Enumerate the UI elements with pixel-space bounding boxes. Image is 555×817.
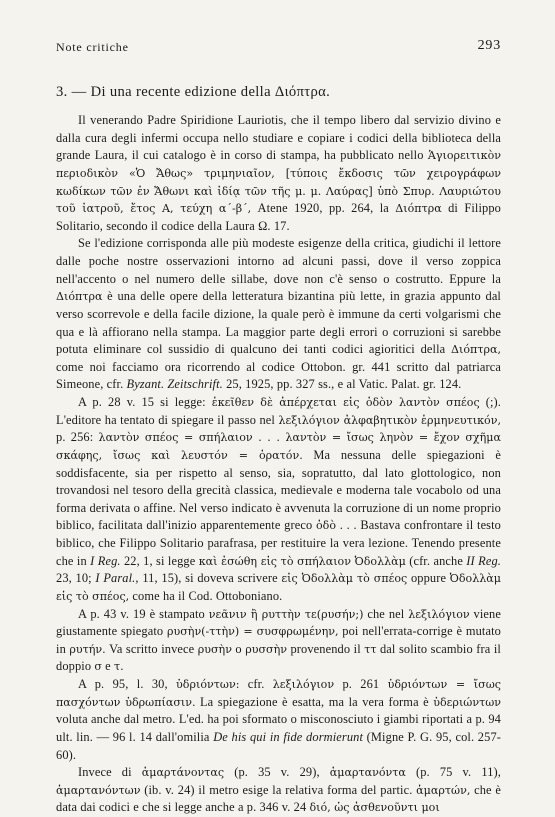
text-run: Atene 1920, pp. 264, la: [251, 201, 396, 216]
text-run: p. 256:: [56, 430, 99, 445]
greek-text: σ: [94, 660, 102, 674]
greek-text: ἁμαρτάνοντας: [141, 766, 225, 780]
section-title: 3. — Di una recente edizione della Διόπτρα.: [56, 84, 331, 100]
greek-text: ὑδεριώντων: [433, 695, 502, 709]
italic-text: I Reg.: [90, 553, 121, 568]
text-run: o: [231, 641, 246, 656]
page-header: [56, 40, 501, 56]
text-run: voluta anche dal metro. L'ed. ha poi sformato o misconosciuto i giambi riportati a p. 94 ult. lin. — 96 l. 14 dall'omilia: [56, 712, 501, 744]
text-run: oppure: [407, 571, 450, 586]
text-run: e: [101, 659, 114, 674]
greek-text: τ.: [114, 660, 124, 674]
text-run: Invece di: [78, 765, 142, 780]
greek-text: Διόπτρα: [56, 290, 103, 304]
greek-text: νεᾶνιν ἢ ρυττὴν τε(ρυσήν;): [208, 607, 364, 621]
text-run: poi nell'errata-corrige è mutato in: [56, 624, 501, 656]
text-run: 11, 15), si doveva scrivere: [138, 571, 282, 586]
greek-text: ὑδριόντων:: [176, 678, 240, 691]
greek-text: ἁμαρτανόντων: [56, 783, 141, 797]
text-run: è una delle opere della letteratura bizantina più lette, in grazia appunto dal verso scorrevole e della facile dizione, la quale però è immune da certi volgarismi che qua e là affiorano nella stampa. La maggior parte degli errori o corruzioni si sarebbe potuta eliminare col sussidio di qualcuno dei tanti codici agioritici della: [56, 289, 501, 357]
paragraph: [56, 394, 501, 606]
text-run: Il venerando Padre Spiridione Lauriotis, che il tempo libero dal servizio divino e dalla cura degli infermi occupa nello studiare e copiare i codici della biblioteca della grande Laura, il cui catalogo è in corso di stampa, ha pubblicato nello: [56, 113, 501, 163]
greek-text: ρυσὴν(-ττὴν) = συσφρωμένην,: [166, 625, 339, 639]
text-run: (p. 75 v. 11),: [405, 765, 501, 780]
paragraph: [56, 112, 501, 235]
greek-text: καὶ ἐσώθη εἰς τὸ σπήλαιον Ὀδολλὰμ: [198, 554, 406, 568]
text-run: di Filippo Solitario, secondo il codice della Laura Ω. 17.: [56, 201, 501, 233]
greek-text: ρυτήν.: [69, 642, 106, 656]
italic-text: I Paral.,: [95, 571, 139, 586]
greek-text: ὑδριόντων = ἴσως πασχόντων ὑδρωπίασιν.: [56, 678, 501, 709]
text-run: (ib. v. 24) il metro esige la relativa forma del partic.: [140, 782, 417, 797]
text-run: 22, 1, si legge: [120, 553, 199, 568]
text-run: A p. 43 v. 19 è stampato: [78, 606, 209, 621]
text-run: A p. 95, l. 30,: [78, 677, 177, 691]
greek-text: λεξιλόγιον ἀλφαβητικὸν ἑρμηνευτικόν,: [278, 413, 501, 427]
greek-text: Ὀδολλὰμ εἰς τὸ σπέος,: [56, 572, 501, 603]
greek-text: ἐκεῖθεν δὲ ἀπέρχεται εἰς ὁδὸν λαντὸν σπέος: [211, 396, 480, 409]
paragraph: [56, 676, 501, 764]
text-run: Va scritto invece: [105, 641, 198, 656]
text-run: come noi facciamo ora ricorrendo al codice Ottobon. gr. 441 scritto dal patriarca Simeone, cfr.: [56, 359, 501, 392]
paragraph: [56, 235, 501, 394]
greek-text: ἁμαρτών,: [416, 783, 471, 797]
text-run: viene giustamente spiegato: [56, 606, 501, 639]
greek-text: εἰς Ὀδολλὰμ τὸ σπέος: [281, 572, 408, 586]
greek-text: ρυσσὴν: [245, 642, 288, 656]
greek-text: ττ: [364, 642, 377, 656]
italic-text: Byzant. Zeitschrift.: [126, 377, 223, 392]
greek-text: Διόπτρα: [395, 202, 442, 216]
paragraph: [56, 606, 501, 677]
greek-text: λεξιλόγιον: [272, 678, 335, 691]
text-run: Se l'edizione corrisponda alle più modeste esigenze della critica, giudichi il lettore dalle poche nostre osservazioni intorno ad alcuni passi, dove il verso zoppica nell'accento o nel numero delle sillabe, dove non c'è senso o costrutto. Eppure la: [56, 236, 501, 286]
text-run: (p. 35 v. 29),: [224, 765, 330, 780]
greek-text: Διόπτρα,: [450, 343, 501, 357]
greek-text: ἁμαρτανόντα: [329, 766, 406, 780]
text-run: A p. 28 v. 15 si legge:: [78, 395, 212, 409]
text-run: (cfr. anche: [405, 553, 467, 568]
greek-text: Ἁγιορειτικὸν περιοδικὸν «Ὁ Ἄθως» τριμηνιαῖον, [τύποις ἔκδοσις τῶν χειρογράφων κωδίκων τῶν ἐν Ἄθωνι καὶ ἰδίᾳ τῶν τῆς μ. μ. Λαύρας] ὑπὸ Σπυρ. Λαυριώτου τοῦ ἰατροῦ, ἔτος Α, τεύχη α΄-β΄,: [56, 149, 501, 216]
text-run: La spiegazione è esatta, ma la vera forma è: [195, 694, 434, 709]
text-run: (;). L'editore ha tentato di spiegare il passo nel: [56, 395, 501, 427]
italic-text: De his qui in fide dormierunt: [213, 729, 364, 744]
text-run: 23, 10;: [56, 571, 96, 586]
paragraph: [56, 764, 501, 817]
text-run: che è data dai codici e che si legge anche a p. 346 v. 24: [56, 782, 502, 815]
italic-text: II Reg.: [466, 553, 501, 568]
text-run: 25, 1925, pp. 327 ss., e al Vatic. Palat. gr. 124.: [222, 377, 462, 392]
text-run: Ma nessuna delle spiegazioni è soddisfacente, sia per rispetto al senso, sia, sopratutto, dal lato glottologico, non trovandosi nel tesoro della grecità classica, medievale e moderna tale vocabolo od una forma derivata o affine. Nel verso indicato è avvenuta la corruzione di un nome proprio biblico, facilitata dall'inizio apparentemente greco: [56, 447, 501, 533]
text-run: cfr.: [239, 677, 273, 691]
text-run: p. 261: [334, 677, 388, 691]
greek-text: λαντὸν σπέος = σπήλαιον . . . λαντὸν = ἴσως ληνὸν = ἔχον σχῆμα σκάφης, ἴσως καὶ λευστόν = ὁρατόν.: [56, 431, 501, 462]
page-number: 293: [477, 38, 501, 53]
text-run: provenendo il: [287, 641, 365, 656]
text-run: come ha il Cod. Ottoboniano.: [129, 588, 283, 603]
greek-text: λεξιλόγιον: [408, 607, 470, 621]
greek-text: ὁδὸ: [315, 519, 337, 533]
text-run: . . . Bastava confrontare il testo biblico, che Filippo Solitario parafrasa, per restituire la vera lezione. Tenendo presente che in: [56, 518, 502, 568]
greek-text: διό, ὡς ἀσθενοῦντι μοι: [309, 801, 440, 815]
greek-text: ρυσὴν: [197, 642, 232, 656]
text-run: dal solito scambio fra il doppio: [56, 641, 501, 674]
running-head: Note critiche: [56, 40, 129, 54]
text-run: che nel: [363, 606, 409, 621]
body-text: [56, 112, 501, 817]
text-run: (Migne P. G. 95, col. 257-60).: [56, 729, 502, 762]
